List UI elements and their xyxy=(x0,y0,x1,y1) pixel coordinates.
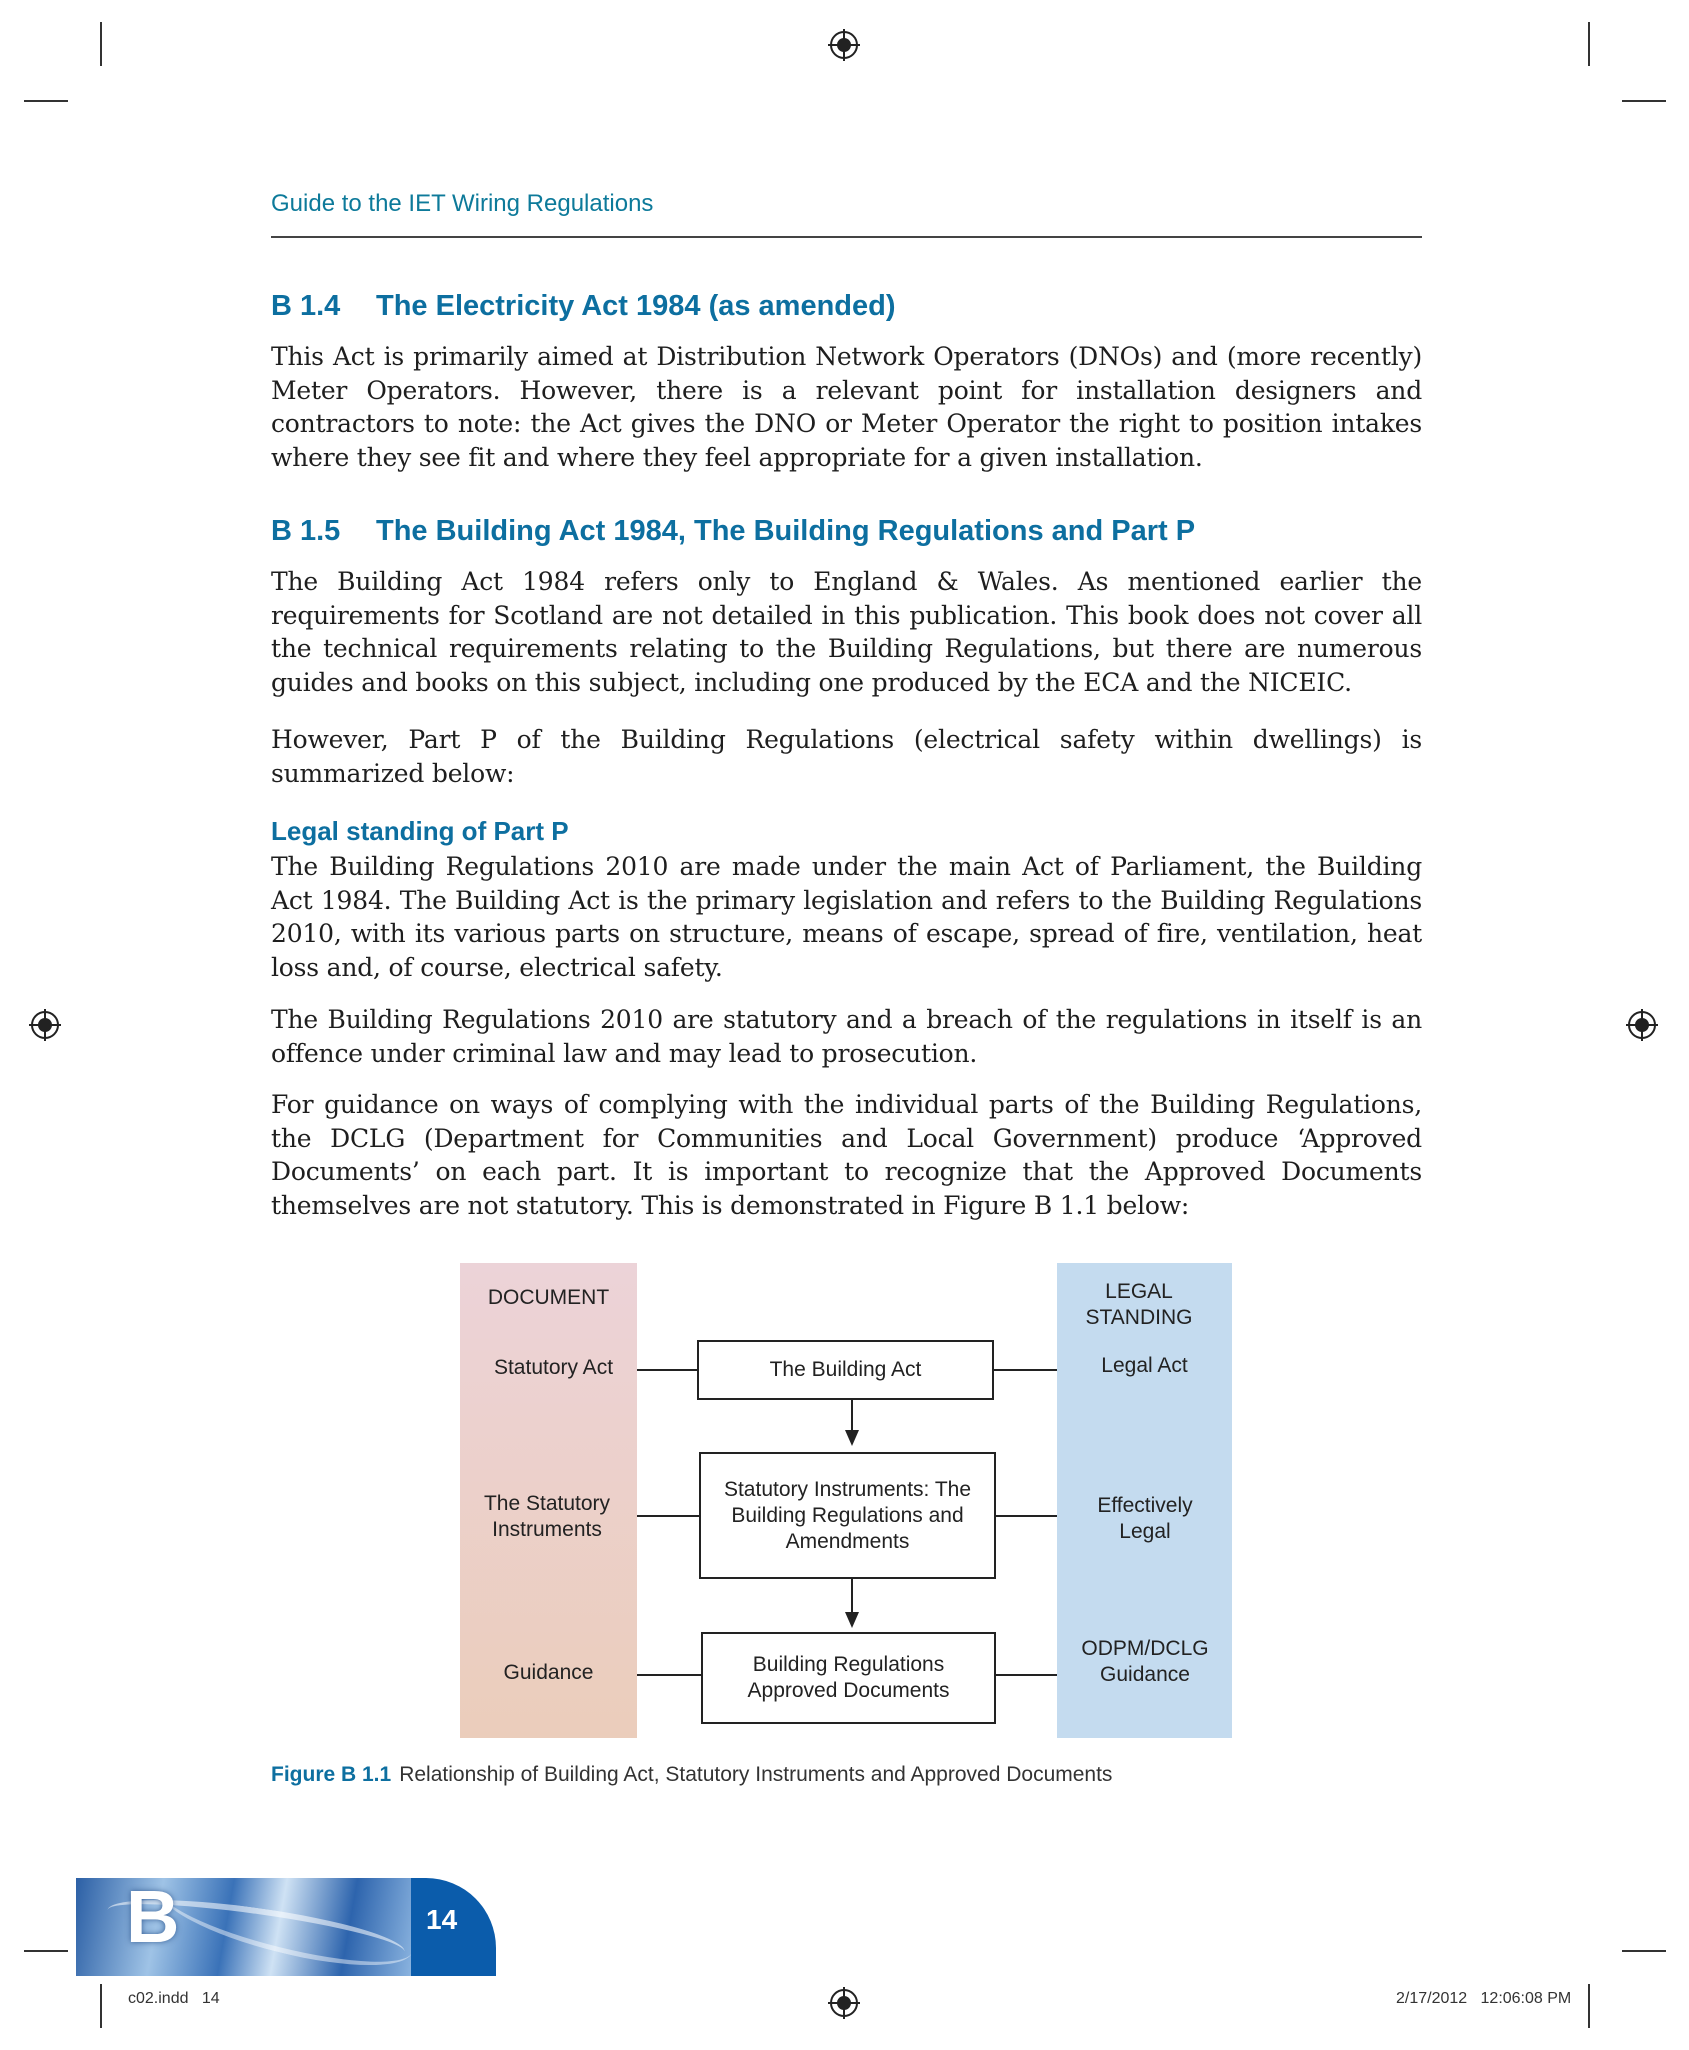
figure-caption xyxy=(271,1763,1112,1787)
paragraph: The Building Regulations 2010 are statutory and a breach of the regulations in itself is an offence under criminal law and may lead to prosecution. xyxy=(271,1005,1422,1068)
connector-line xyxy=(637,1515,699,1517)
crop-mark xyxy=(24,1950,68,1952)
page-number: 14 xyxy=(426,1904,458,1935)
section-number: B 1.4 xyxy=(271,290,341,322)
statutory-instruments-box: Statutory Instruments: The Building Regulations and Amendments xyxy=(699,1452,996,1579)
crop-mark xyxy=(24,100,68,102)
legal-standing-label: ODPM/DCLG Guidance xyxy=(1081,1637,1209,1686)
registration-mark-icon xyxy=(1626,1009,1658,1041)
registration-mark-icon xyxy=(828,1987,860,2019)
section-heading-b1-4 xyxy=(271,290,896,323)
header-rule xyxy=(271,236,1422,238)
arrow-down-icon xyxy=(845,1430,859,1446)
document-label: The Statutory Instruments xyxy=(483,1492,611,1541)
crop-mark xyxy=(1588,22,1590,66)
arrow-line xyxy=(851,1579,853,1615)
approved-documents-box: Building Regulations Approved Documents xyxy=(701,1632,996,1724)
paragraph: This Act is primarily aimed at Distribution Network Operators (DNOs) and (more recently) Meter Operators. However, there is a relevant point for installation designers and contractors to note: the Act gives the DNO or Meter Operator the right to position intakes where they see fit and where they feel appropriate for a given installation. xyxy=(271,342,1422,472)
legal-standing-label: Legal Act xyxy=(1101,1354,1188,1377)
building-act-box: The Building Act xyxy=(697,1340,994,1400)
section-title: The Electricity Act 1984 (as amended) xyxy=(376,290,896,322)
paragraph: For guidance on ways of complying with the individual parts of the Building Regulations, the DCLG (Department for Communities and Local Government) produce ‘Approved Documents’ on each part. It is important to recognize that the Approved Documents themselves are not statutory. This is demonstrated in Figure B 1.1 below: xyxy=(271,1090,1422,1220)
figure-diagram xyxy=(460,1263,1232,1738)
page-tab xyxy=(76,1878,496,1976)
figure-caption-label: Figure B 1.1 xyxy=(271,1763,392,1786)
crop-mark xyxy=(1622,100,1666,102)
document-label: Guidance xyxy=(503,1661,594,1684)
section-title: The Building Act 1984, The Building Regulations and Part P xyxy=(376,515,1196,547)
registration-mark-icon xyxy=(29,1009,61,1041)
connector-line xyxy=(637,1674,701,1676)
subheading: Legal standing of Part P xyxy=(271,816,569,846)
running-head: Guide to the IET Wiring Regulations xyxy=(271,190,654,217)
document-label: Statutory Act xyxy=(493,1356,614,1379)
arrow-line xyxy=(851,1400,853,1434)
arrow-down-icon xyxy=(845,1612,859,1628)
connector-line xyxy=(994,1369,1057,1371)
crop-mark xyxy=(1622,1950,1666,1952)
paragraph: The Building Regulations 2010 are made under the main Act of Parliament, the Building Act 1984. The Building Act is the primary legislation and refers to the Building Regulations 2010, with its various parts on structure, means of escape, spread of fire, ventilation, heat loss and, of course, electrical safety. xyxy=(271,852,1422,982)
connector-line xyxy=(637,1369,697,1371)
chapter-letter: B xyxy=(126,1878,180,1958)
paragraph: However, Part P of the Building Regulations (electrical safety within dwellings) is summarized below: xyxy=(271,725,1422,788)
crop-mark xyxy=(100,22,102,66)
legal-standing-label: Effectively Legal xyxy=(1097,1494,1193,1543)
figure-caption-text: Relationship of Building Act, Statutory Instruments and Approved Documents xyxy=(399,1763,1113,1786)
connector-line xyxy=(996,1674,1057,1676)
document-header: DOCUMENT xyxy=(487,1286,610,1309)
section-number: B 1.5 xyxy=(271,515,341,547)
connector-line xyxy=(996,1515,1057,1517)
crop-mark xyxy=(1588,1984,1590,2028)
slug-timestamp: 2/17/2012 12:06:08 PM xyxy=(1396,1990,1572,2007)
slug-filename: c02.indd 14 xyxy=(128,1990,220,2007)
legal-standing-header: LEGAL STANDING xyxy=(1085,1280,1193,1329)
section-heading-b1-5 xyxy=(271,515,1195,548)
crop-mark xyxy=(100,1984,102,2028)
registration-mark-icon xyxy=(828,29,860,61)
paragraph: The Building Act 1984 refers only to England & Wales. As mentioned earlier the requirements for Scotland are not detailed in this publication. This book does not cover all the technical requirements relating to the Building Regulations, but there are numerous guides and books on this subject, including one produced by the ECA and the NICEIC. xyxy=(271,567,1422,697)
